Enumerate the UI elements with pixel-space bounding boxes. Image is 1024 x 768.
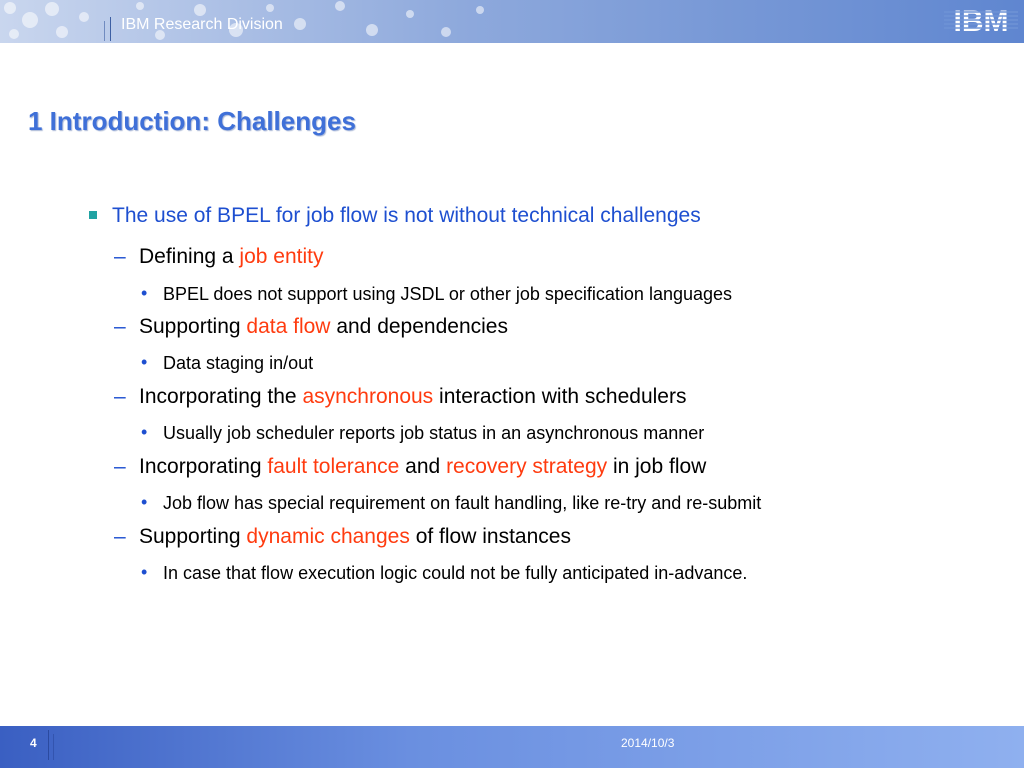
header-division-label: IBM Research Division	[121, 16, 283, 33]
challenge-highlight: asynchronous	[302, 385, 434, 408]
challenge-text: in job flow	[607, 455, 707, 478]
header-band	[0, 0, 1024, 43]
header-divider	[104, 21, 105, 41]
challenge-highlight: dynamic changes	[246, 525, 410, 548]
challenge-text: and	[399, 455, 447, 478]
challenge-text: of flow instances	[409, 525, 571, 548]
ibm-logo-icon	[944, 4, 1018, 38]
dash-bullet-icon: –	[114, 245, 126, 268]
challenge-detail	[141, 283, 733, 305]
challenge-detail-text: In case that flow execution logic could not be fully anticipated in-advance.	[163, 563, 748, 583]
challenge-detail-text: BPEL does not support using JSDL or other job specification languages	[163, 284, 733, 304]
challenge-item	[114, 385, 687, 409]
challenge-item	[114, 525, 571, 549]
footer-date: 2014/10/3	[621, 736, 675, 750]
dash-bullet-icon: –	[114, 385, 126, 408]
footer-divider	[53, 734, 54, 760]
challenge-highlight: job entity	[239, 245, 324, 268]
challenge-detail	[141, 422, 705, 444]
challenge-detail-text: Data staging in/out	[163, 353, 314, 373]
challenge-item	[114, 455, 707, 479]
dot-bullet-icon: •	[141, 562, 148, 582]
challenge-detail-text: Usually job scheduler reports job status in an asynchronous manner	[163, 423, 705, 443]
challenge-detail	[141, 352, 314, 374]
challenge-highlight: recovery strategy	[446, 455, 608, 478]
header-divider	[110, 17, 111, 41]
page-number: 4	[30, 736, 37, 750]
challenge-detail	[141, 492, 762, 514]
dot-bullet-icon: •	[141, 422, 148, 442]
dash-bullet-icon: –	[114, 455, 126, 478]
slide-title: 1 Introduction: Challenges	[28, 106, 356, 136]
challenge-highlight: fault tolerance	[267, 455, 400, 478]
dot-bullet-icon: •	[141, 492, 148, 512]
ibm-logo-text: IBM	[953, 5, 1009, 38]
challenge-item	[114, 245, 324, 269]
challenge-text: Supporting	[139, 525, 247, 548]
main-bullet-text: The use of BPEL for job flow is not without technical challenges	[112, 204, 701, 227]
footer-divider	[48, 730, 49, 760]
dash-bullet-icon: –	[114, 315, 126, 338]
main-bullet	[112, 204, 701, 228]
challenge-text: Defining a	[139, 245, 240, 268]
challenge-text: and dependencies	[330, 315, 508, 338]
challenge-item	[114, 315, 508, 339]
challenge-text: Incorporating	[139, 455, 268, 478]
square-bullet-icon	[89, 211, 97, 219]
challenge-detail	[141, 562, 748, 584]
dot-bullet-icon: •	[141, 352, 148, 372]
challenge-highlight: data flow	[246, 315, 331, 338]
challenge-text: interaction with schedulers	[433, 385, 687, 408]
dot-bullet-icon: •	[141, 283, 148, 303]
challenge-text: Supporting	[139, 315, 247, 338]
challenge-detail-text: Job flow has special requirement on fault handling, like re-try and re-submit	[163, 493, 762, 513]
footer-band	[0, 726, 1024, 768]
challenge-text: Incorporating the	[139, 385, 303, 408]
dash-bullet-icon: –	[114, 525, 126, 548]
